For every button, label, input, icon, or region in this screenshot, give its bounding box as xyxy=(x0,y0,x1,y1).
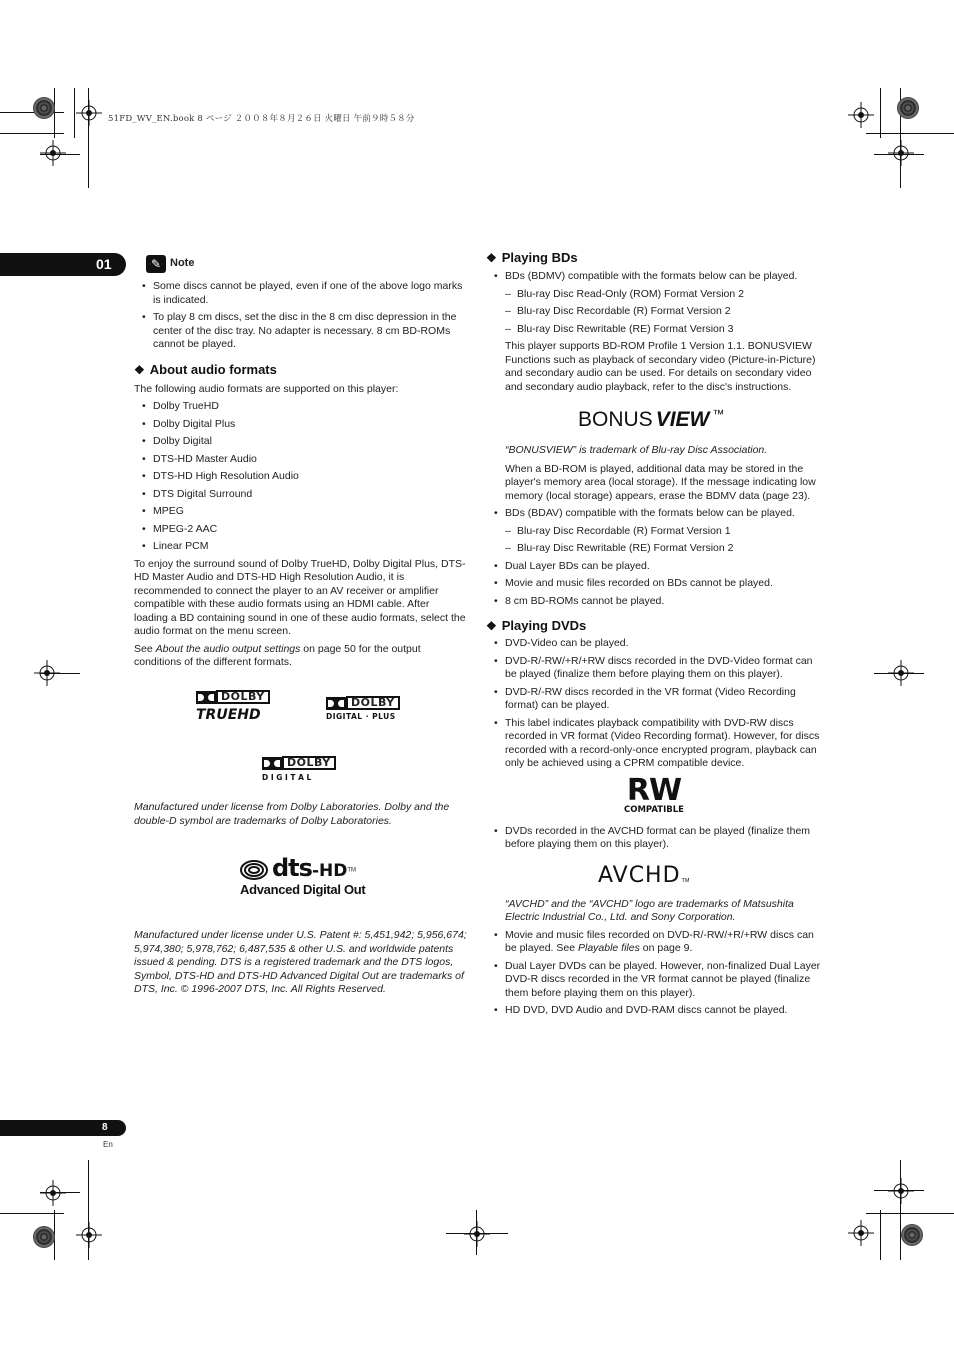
bdav-list xyxy=(486,507,822,521)
bd-storage-paragraph: When a BD-ROM is played, additional data may be stored in the player's memory area (local storage). If the message indicating low memory (local storage) appears, erase the BDMV data (page 23). xyxy=(505,462,816,502)
avchd-trademark: “AVCHD” and the “AVCHD” logo are trademarks of Matsushita Electric Industrial Co., Ltd. and Sony Corporation. xyxy=(505,897,794,923)
note-list xyxy=(134,280,466,352)
list-item: • Dolby TrueHD xyxy=(134,400,466,414)
list-item: • Movie and music files recorded on BDs cannot be played. xyxy=(486,577,822,591)
bd-list xyxy=(486,270,822,284)
list-item: • DTS Digital Surround xyxy=(134,488,466,502)
diamond-bullet-icon: ❖ xyxy=(486,619,497,633)
list-item: • BDs (BDAV) compatible with the formats below can be played. xyxy=(486,507,822,521)
list-item: • BDs (BDMV) compatible with the formats below can be played. xyxy=(486,270,822,284)
chapter-number: 01 xyxy=(96,256,112,272)
list-item: • DVD-Video can be played. xyxy=(486,637,822,651)
audio-intro: The following audio formats are supported on this player: xyxy=(134,382,399,395)
note-label: Note xyxy=(170,257,195,270)
color-disc-mark xyxy=(33,1226,55,1248)
list-item: • Dolby Digital Plus xyxy=(134,418,466,432)
registration-mark-icon xyxy=(888,140,914,166)
left-column xyxy=(134,255,466,670)
registration-mark-icon xyxy=(888,1178,914,1204)
print-header: 51FD_WV_EN.book 8 ページ ２００８年８月２６日 火曜日 午前９時５８分 xyxy=(108,114,415,124)
avchd-logo: AVCHDTM xyxy=(598,862,690,888)
registration-mark-icon xyxy=(464,1221,490,1247)
color-disc-mark xyxy=(897,97,919,119)
list-item: • Linear PCM xyxy=(134,540,466,554)
list-item: • DVD-R/-RW discs recorded in the VR format (Video Recording format) can be played. xyxy=(486,686,822,713)
right-column xyxy=(486,250,822,1022)
page-language: En xyxy=(103,1140,113,1149)
avchd-list xyxy=(486,825,822,852)
list-item: • DTS-HD Master Audio xyxy=(134,453,466,467)
list-item: • Dolby Digital xyxy=(134,435,466,449)
list-item: – Blu-ray Disc Rewritable (RE) Format Version 3 xyxy=(486,323,822,337)
registration-mark-icon xyxy=(888,660,914,686)
section-heading: ❖ Playing DVDs xyxy=(486,618,587,633)
registration-mark-icon xyxy=(40,1180,66,1206)
dolby-double-d-icon xyxy=(196,691,216,704)
list-item: • DTS-HD High Resolution Audio xyxy=(134,470,466,484)
color-disc-mark xyxy=(33,97,55,119)
audio-format-list xyxy=(134,400,466,554)
registration-mark-icon xyxy=(34,660,60,686)
dolby-truehd-logo: DOLBY TRUEHD xyxy=(196,690,270,723)
list-item: • DVD-R/-RW/+R/+RW discs recorded in the DVD-Video format can be played (finalize them before playing them on this player). xyxy=(486,655,822,682)
dolby-digital-logo: DOLBY D I G I T A L xyxy=(262,756,336,783)
pencil-icon: ✎ xyxy=(146,255,166,273)
bd-profile-paragraph: This player supports BD-ROM Profile 1 Version 1.1. BONUSVIEW Functions such as playback of secondary video (Picture-in-Picture) and secondary audio can be used. For details on secondary video and secondary audio playback, refer to the disc's instructions. xyxy=(505,340,816,393)
dts-hd-logo: dts-HD™ Advanced Digital Out xyxy=(240,854,366,897)
list-item: • Dual Layer DVDs can be played. However, non-finalized Dual Layer DVD-R discs recorded in the VR format cannot be played (finalize them before playing them on this player). xyxy=(486,960,822,1001)
note-header xyxy=(146,255,466,273)
list-item: • MPEG xyxy=(134,505,466,519)
dolby-double-d-icon xyxy=(262,757,282,770)
page-number: 8 xyxy=(102,1122,108,1133)
dvd-extra-list xyxy=(486,929,822,1018)
bd-extra-list xyxy=(486,560,822,609)
registration-mark-icon xyxy=(76,1222,102,1248)
list-item: • Dual Layer BDs can be played. xyxy=(486,560,822,574)
dvd-list xyxy=(486,637,822,771)
bonusview-logo: BONUS VIEW ™ xyxy=(578,407,725,431)
list-item: • Movie and music files recorded on DVD-R/-RW/+R/+RW discs can be played. See Playable files on page 9. xyxy=(486,929,822,956)
list-item: • This label indicates playback compatibility with DVD-RW discs recorded in VR format (Video Recording format). However, for discs recorded with a record-only-once encrypted program, playback can only be achieved using a CPRM compatible device. xyxy=(486,717,822,771)
audio-paragraph: To enjoy the surround sound of Dolby TrueHD, Dolby Digital Plus, DTS-HD Master Audio and DTS-HD High Resolution Audio, it is recommended to connect the player to an AV receiver or amplifier compatible with these audio formats using an HDMI cable. After loading a BD containing sound in one of these audio formats, select the audio format on the menu screen. xyxy=(134,557,466,637)
dolby-license-text: Manufactured under license from Dolby Laboratories. Dolby and the double-D symbol are trademarks of Dolby Laboratories. xyxy=(134,801,450,827)
registration-mark-icon xyxy=(40,140,66,166)
list-item: – Blu-ray Disc Recordable (R) Format Version 2 xyxy=(486,305,822,319)
dts-license-text: Manufactured under license under U.S. Patent #: 5,451,942; 5,956,674; 5,974,380; 5,978,762; 6,487,535 & other U.S. and worldwide patents issued & pending. DTS is a registered trademark and the DTS logos, Symbol, DTS-HD and DTS-HD Advanced Digital Out are trademarks of DTS, Inc. © 1996-2007 DTS, Inc. All Rights Reserved. xyxy=(134,929,467,995)
diamond-bullet-icon: ❖ xyxy=(134,362,145,377)
dts-swirl-icon xyxy=(240,859,272,881)
registration-mark-icon xyxy=(848,102,874,128)
section-heading: ❖ About audio formats xyxy=(134,361,277,377)
bonusview-trademark: “BONUSVIEW” is trademark of Blu-ray Disc Association. xyxy=(505,444,768,456)
diamond-bullet-icon: ❖ xyxy=(486,251,497,265)
list-item: • HD DVD, DVD Audio and DVD-RAM discs cannot be played. xyxy=(486,1004,822,1018)
audio-see-note: See About the audio output settings on page 50 for the output conditions of the different formats. xyxy=(134,642,421,668)
list-item: • MPEG-2 AAC xyxy=(134,523,466,537)
bd-format-list xyxy=(486,288,822,337)
registration-mark-icon xyxy=(848,1220,874,1246)
list-item: • 8 cm BD-ROMs cannot be played. xyxy=(486,595,822,609)
color-disc-mark xyxy=(901,1224,923,1246)
section-heading: ❖ Playing BDs xyxy=(486,250,578,265)
dolby-digital-plus-logo: DOLBY DIGITAL · PLUS xyxy=(326,696,400,722)
dolby-double-d-icon xyxy=(326,697,346,710)
bdav-format-list xyxy=(486,525,822,556)
rw-compatible-logo: RW COMPATIBLE xyxy=(624,772,684,815)
registration-mark-icon xyxy=(76,100,102,126)
list-item: • Some discs cannot be played, even if one of the above logo marks is indicated. xyxy=(134,280,466,307)
list-item: – Blu-ray Disc Read-Only (ROM) Format Version 2 xyxy=(486,288,822,302)
list-item: – Blu-ray Disc Recordable (R) Format Version 1 xyxy=(486,525,822,539)
list-item: • DVDs recorded in the AVCHD format can be played (finalize them before playing them on this player). xyxy=(486,825,822,852)
list-item: • To play 8 cm discs, set the disc in the 8 cm disc depression in the center of the disc tray. No adapter is necessary. 8 cm BD-ROMs cannot be played. xyxy=(134,311,466,352)
list-item: – Blu-ray Disc Rewritable (RE) Format Version 2 xyxy=(486,542,822,556)
